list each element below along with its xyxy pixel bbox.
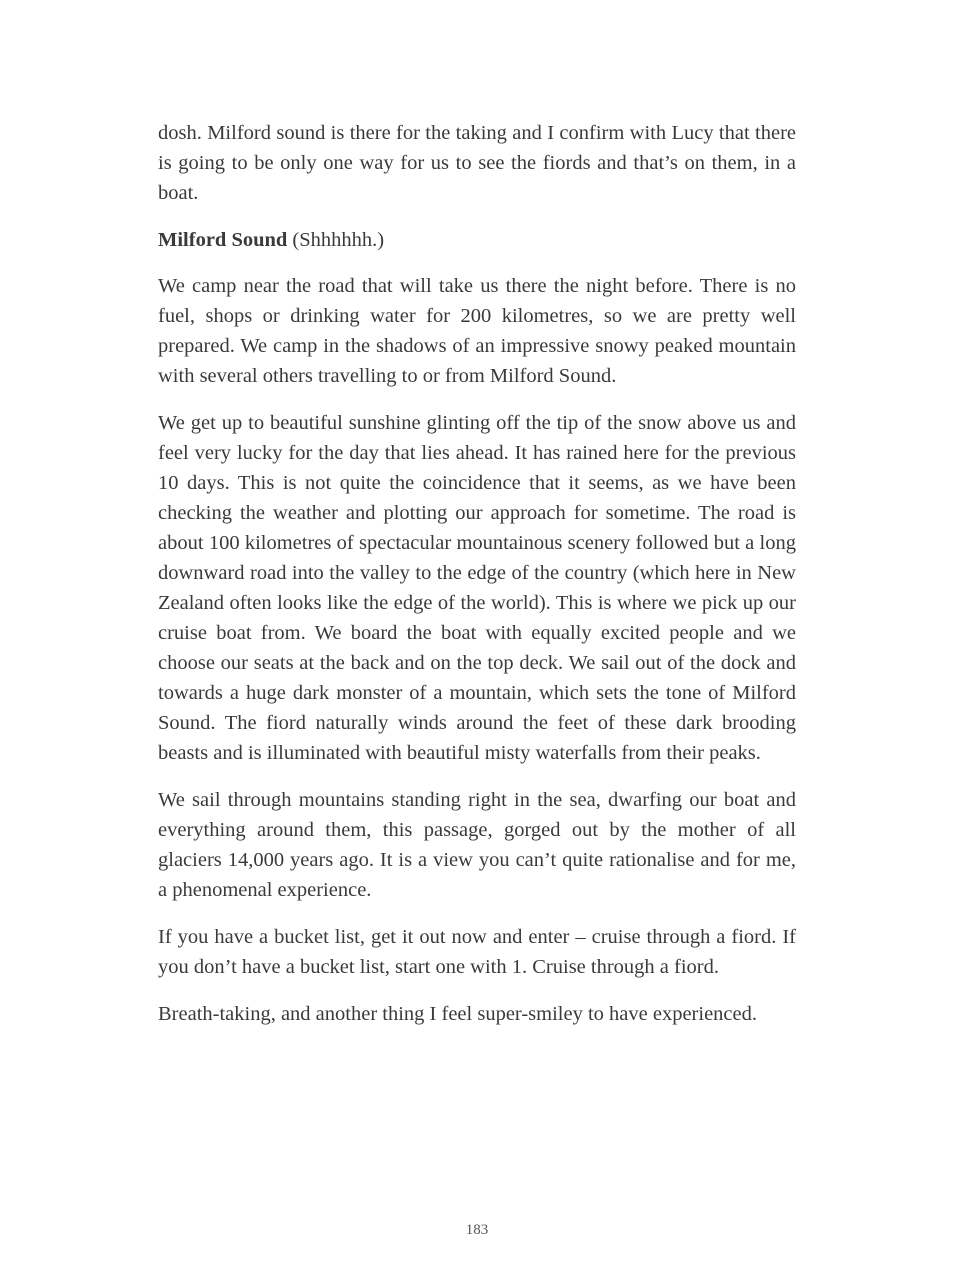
paragraph-camp: We camp near the road that will take us there the night before. There is no fuel, shops or drinking water for 200 kilometres, so we are pretty well prepared. We camp in the shadows of an impressive snowy peaked mountain with several others travelling to or from Milford Sound.: [158, 275, 796, 387]
paragraph-bucket-list: If you have a bucket list, get it out now and enter – cruise through a fiord. If you don’t have a bucket list, start one with 1. Cruise through a fiord.: [158, 926, 796, 978]
paragraph-mountains: We sail through mountains standing right in the sea, dwarfing our boat and everything around them, this passage, gorged out by the mother of all glaciers 14,000 years ago. It is a view you can’t quite rationalise and for me, a phenomenal experience.: [158, 789, 796, 901]
section-heading-title: Milford Sound: [158, 229, 288, 251]
paragraph-closing: Breath-taking, and another thing I feel super-smiley to have experienced.: [158, 1003, 757, 1025]
page-number: 183: [465, 1222, 489, 1238]
section-heading: [158, 225, 796, 255]
page-content: [158, 118, 796, 1046]
paragraph-intro: dosh. Milford sound is there for the taking and I confirm with Lucy that there is going to be only one way for us to see the fiords and that’s on them, in a boat.: [158, 122, 796, 204]
paragraph-journey: We get up to beautiful sunshine glinting off the tip of the snow above us and feel very lucky for the day that lies ahead. It has rained here for the previous 10 days. This is not quite the coincidence that it seems, as we have been checking the weather and plotting our approach for sometime. The road is about 100 kilometres of spectacular mountainous scenery followed but a long downward road into the valley to the edge of the country (which here in New Zealand often looks like the edge of the world). This is where we pick up our cruise boat from. We board the boat with equally excited people and we choose our seats at the back and on the top deck. We sail out of the dock and towards a huge dark monster of a mountain, which sets the tone of Milford Sound. The fiord naturally winds around the feet of these dark brooding beasts and is illuminated with beautiful misty waterfalls from their peaks.: [158, 412, 796, 764]
section-heading-subtitle: (Shhhhhh.): [287, 229, 385, 251]
